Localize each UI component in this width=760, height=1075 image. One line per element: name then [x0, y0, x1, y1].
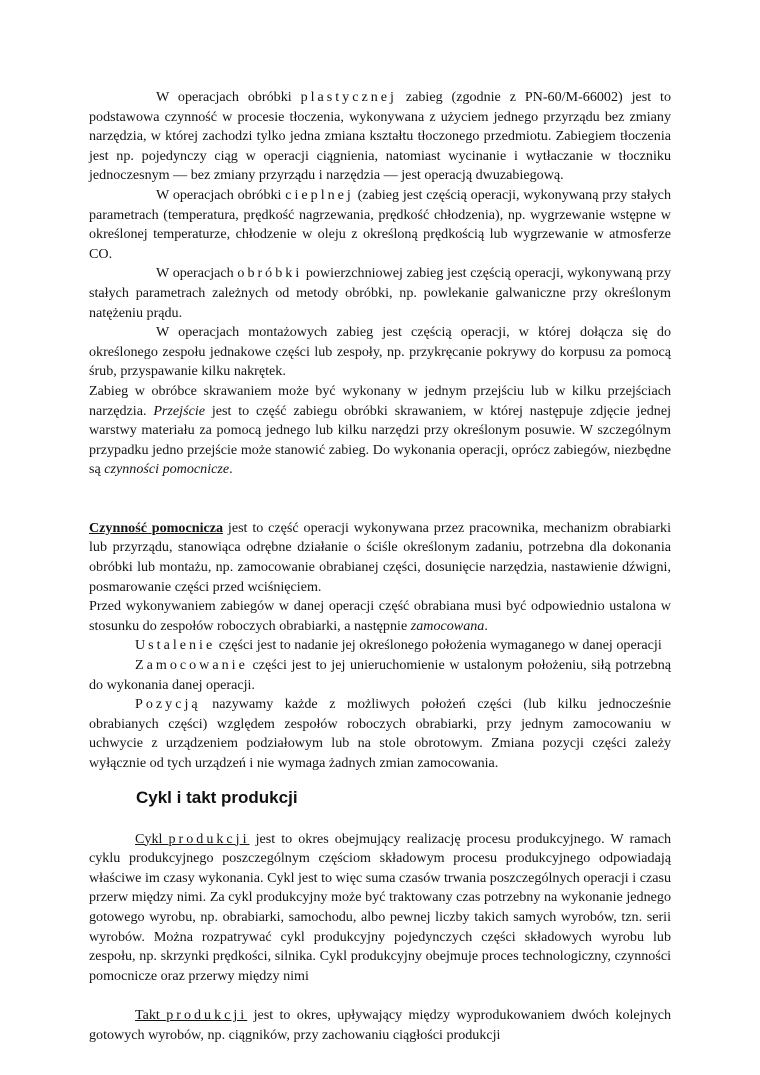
spaced-term-obrobki: obróbki	[237, 265, 303, 282]
text-run: jest to część zabiegu obróbki skrawaniem, w której następuje zdjęcie jednej warstwy materiału za pomocą jednego lub kilku narzędzi przy określonym posuwie. W szczególnym przypadku jedno przejście może stanowić zabieg. Do wykonania operacji, oprócz zabiegów, niezbędne są	[89, 402, 671, 478]
text-run: .	[484, 617, 488, 634]
text-run: części jest to jej unieruchomienie w ustalonym położeniu, siłą potrzebną do wykonania danej operacji.	[89, 657, 671, 693]
paragraph-zamocowanie	[89, 656, 671, 695]
text-run: W operacjach	[156, 265, 238, 282]
text-run: .	[229, 461, 233, 478]
spacer	[89, 774, 671, 786]
paragraph-ustalenie	[89, 636, 671, 656]
spaced-term-produkcji: produkcji	[166, 1007, 248, 1024]
spaced-term-pozycja: Pozycją	[135, 696, 201, 713]
text-run: Takt	[135, 1007, 167, 1024]
spacer	[89, 810, 671, 830]
text-run: Zabieg w obróbce skrawaniem może być wykonany w jednym przejściu lub w kilku przejściach narzędzia.	[89, 382, 671, 419]
spacer	[89, 480, 671, 519]
spacer	[89, 986, 671, 1006]
text-run: (zabieg jest częścią operacji, wykonywaną przy stałych parametrach (temperatura, prędkość nagrzewania, prędkość chłodzenia), np. wygrzewanie wstępne w określonej temperaturze, chłodzenie w oleju z określoną prędkością lub wygrzewanie w atmosferze CO.	[89, 186, 671, 262]
text-run: jest to okres obejmujący realizację procesu produkcyjnego. W ramach cyklu produkcyjnego poszczególnym częściom składowym procesu produkcyjnego odpowiadają właściwe im czasy wykonania. Cykl jest to więc suma czasów trwania poszczególnych operacji i czasu przerw między nimi. Za cykl produkcyjny może być traktowany czas potrzebny na wykonanie jednego gotowego wyrobu, np. obrabiarki, samochodu, albo pewnej liczby takich samych wyrobów, tzn. serii wyrobów. Można rozpatrywać cykl produkcyjny pojedynczych części składowych wyrobu lub zespołu, np. skrzynki prędkości, silnika. Cykl produkcyjny obejmuje proces technologiczny, czynności pomocnicze oraz przerwy między nimi	[89, 830, 672, 984]
text-run: części jest to nadanie jej określonego położenia wymaganego w danej operacji	[215, 637, 662, 654]
text-run: jest to okres, upływający między wyprodukowaniem dwóch kolejnych gotowych wyrobów, np. ciągników, przy zachowaniu ciągłości produkcji	[89, 1007, 671, 1043]
paragraph-assembly: W operacjach montażowych zabieg jest częścią operacji, w której dołącza się do określonego zespołu jednakowe części lub zespoły, np. przykręcanie pokrywy do korpusu za pomocą śrub, przyspawanie kilku nakrętek.	[89, 324, 671, 380]
term-cykl-produkcji	[135, 831, 250, 847]
italic-term-czynnosci-pomocnicze: czynności pomocnicze	[104, 461, 230, 478]
text-run: W operacjach obróbki	[156, 186, 286, 203]
spaced-term-ustalenie: Ustalenie	[135, 637, 216, 654]
text-run: Przed wykonywaniem zabiegów w danej operacji część obrabiana musi być odpowiednio ustalona w stosunku do zespołów roboczych obrabiarki, a następnie	[89, 598, 671, 634]
section-heading: Cykl i takt produkcji	[136, 787, 298, 807]
text-run: Cykl	[135, 830, 169, 847]
text-run: nazywamy każde z możliwych położeń części (lub kilku jednocześnie obrabianych części) względem zespołów roboczych obrabiarki, przy jednym zamocowaniu w uchwycie z urządzeniem podziałowym lub na stole obrotowym. Zmiana pozycji części zależy wyłącznie od tych urządzeń i nie wymaga żadnych zmian zamocowania.	[89, 696, 671, 771]
paragraph-auxiliary-activity	[89, 519, 671, 597]
spaced-term-produkcji: produkcji	[168, 830, 250, 847]
spaced-term-plastycznej: plastycznej	[300, 89, 397, 105]
text-run: zabieg (zgodnie z PN-60/M-66002) jest to podstawowa czynność w procesie tłoczenia, wykonywana z użyciem jednego przyrządu bez zmiany narzędzia, w której zachodzi tylko jedna zmiana kształtu tłoczonego przedmiotu. Zabiegiem tłoczenia jest np. pojedynczy ciąg w operacji ciągnienia, natomiast wycinanie i wytłaczanie w tłoczniku jednoczesnym — bez zmiany przyrządu i narzędzia — jest operacją dwuzabiegową.	[89, 89, 671, 184]
text-run: powierzchniowej zabieg jest częścią operacji, wykonywaną przy stałych parametrach zależnych od metody obróbki, np. powlekanie galwaniczne przy określonym natężeniu prądu.	[89, 265, 671, 321]
italic-term-przejscie: Przejście	[153, 402, 205, 419]
paragraph-machining-pass	[89, 382, 671, 480]
spaced-term-zamocowanie: Zamocowanie	[135, 657, 248, 674]
term-czynnosc-pomocnicza: Czynność pomocnicza	[89, 519, 224, 536]
text-run: W operacjach obróbki	[156, 89, 301, 105]
paragraph-heat-treatment	[89, 186, 671, 264]
italic-term-zamocowana: zamocowana	[410, 617, 485, 634]
term-takt-produkcji	[135, 1007, 247, 1023]
spaced-term-cieplnej: cieplnej	[285, 186, 354, 203]
paragraph-production-cycle	[89, 830, 671, 987]
document-page	[89, 88, 671, 1046]
paragraph-plastic-forming	[89, 88, 671, 186]
paragraph-positioning-intro	[89, 597, 671, 636]
paragraph-surface-treatment	[89, 264, 671, 323]
text-run: jest to część operacji wykonywana przez pracownika, mechanizm obrabiarki lub przyrządu, stanowiąca odrębne działanie o ściśle określonym zadaniu, potrzebna dla dokonania obróbki lub montażu, np. zamocowanie obrabianej części, dosunięcie narzędzia, nastawienie dźwigni, posmarowanie części przed wciśnięciem.	[89, 519, 671, 595]
paragraph-production-takt	[89, 1006, 671, 1045]
paragraph-pozycja	[89, 695, 671, 773]
